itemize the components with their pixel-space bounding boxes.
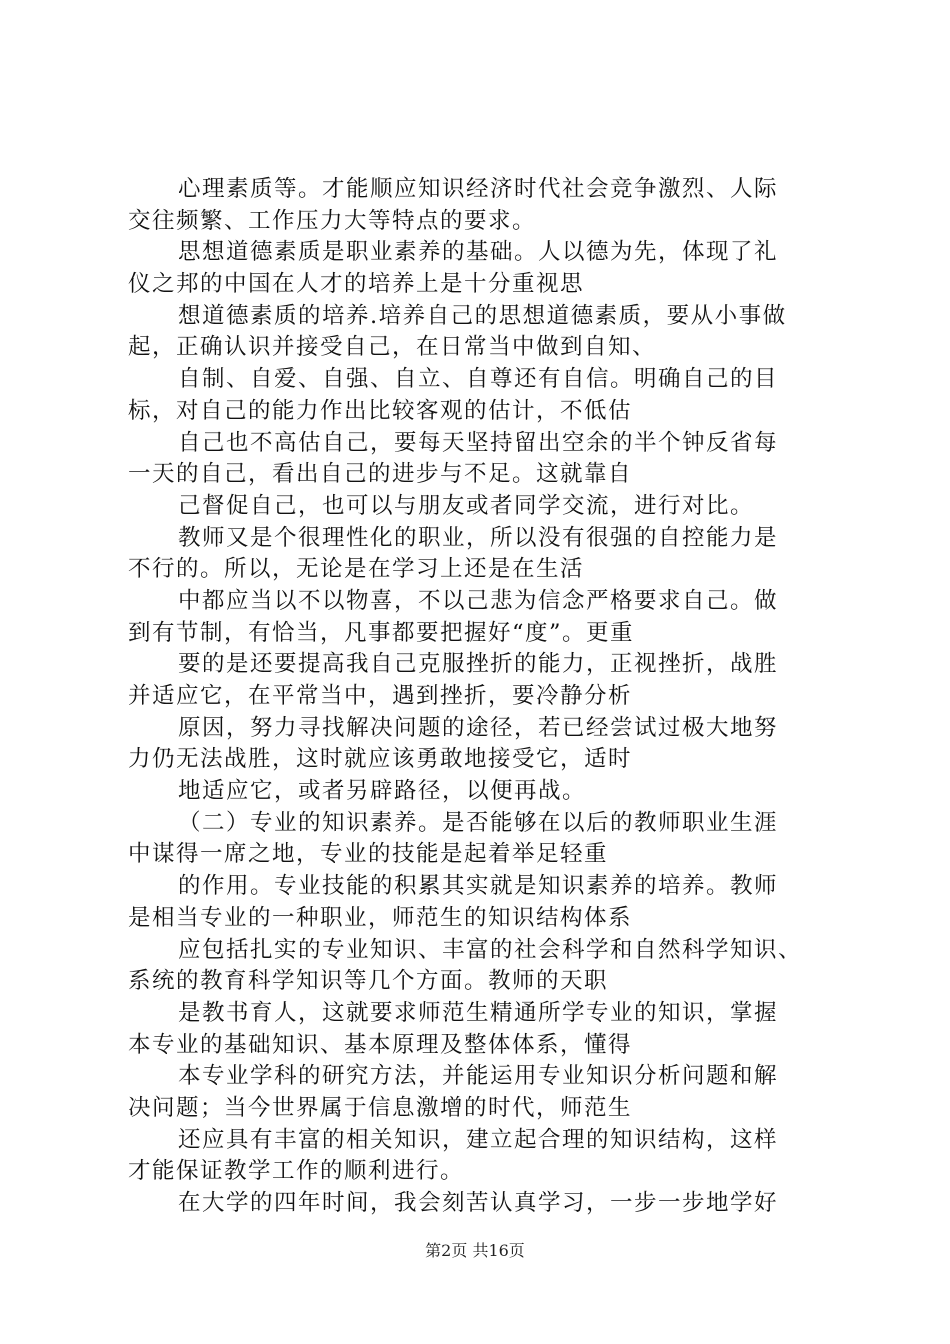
- text-line: 标，对自己的能力作出比较客观的估计，不低估: [128, 397, 633, 424]
- text-line: 系统的教育科学知识等几个方面。教师的天职: [128, 968, 609, 995]
- text-line: 决问题；当今世界属于信息激增的时代，师范生: [128, 1094, 633, 1121]
- text-line: 是相当专业的一种职业，师范生的知识结构体系: [128, 904, 633, 931]
- text-line: 是教书育人，这就要求师范生精通所学专业的知识，掌握: [178, 999, 779, 1026]
- text-line: 要的是还要提高我自己克服挫折的能力，正视挫折，战胜: [178, 651, 779, 678]
- text-line: （二）专业的知识素养。是否能够在以后的教师职业生涯: [178, 809, 779, 836]
- text-line: 中都应当以不以物喜，不以己悲为信念严格要求自己。做: [178, 587, 779, 614]
- text-line: 应包括扎实的专业知识、丰富的社会科学和自然科学知识、: [178, 936, 803, 963]
- text-line: 本专业学科的研究方法，并能运用专业知识分析问题和解: [178, 1063, 779, 1090]
- text-line: 的作用。专业技能的积累其实就是知识素养的培养。教师: [178, 873, 779, 900]
- text-line: 力仍无法战胜，这时就应该勇敢地接受它，适时: [128, 746, 633, 773]
- text-line: 起，正确认识并接受自己，在日常当中做到自知、: [128, 334, 657, 361]
- text-line: 在大学的四年时间，我会刻苦认真学习，一步一步地学好: [178, 1190, 779, 1216]
- text-line: 心理素质等。才能顺应知识经济时代社会竞争激烈、人际: [178, 176, 779, 202]
- text-line: 地适应它，或者另辟路径，以便再战。: [178, 778, 587, 805]
- text-line: 原因，努力寻找解决问题的途径，若已经尝试过极大地努: [178, 714, 779, 741]
- text-line: 思想道德素质是职业素养的基础。人以德为先，体现了礼: [178, 239, 779, 266]
- text-line: 才能保证教学工作的顺利进行。: [128, 1158, 465, 1185]
- text-line: 到有节制，有恰当，凡事都要把握好“度”。更重: [128, 619, 635, 646]
- text-line: 仪之邦的中国在人才的培养上是十分重视思: [128, 271, 585, 298]
- document-body: [128, 174, 848, 1220]
- text-line: 自制、自爱、自强、自立、自尊还有自信。明确自己的目: [178, 366, 779, 393]
- text-line: 中谋得一席之地，专业的技能是起着举足轻重: [128, 841, 609, 868]
- text-line: 一天的自己，看出自己的进步与不足。这就靠自: [128, 461, 633, 488]
- text-line: 想道德素质的培养.培养自己的思想道德素质，要从小事做: [178, 302, 787, 329]
- text-line: 己督促自己，也可以与朋友或者同学交流，进行对比。: [178, 492, 755, 519]
- text-line: 教师又是个很理性化的职业，所以没有很强的自控能力是: [178, 524, 779, 551]
- text-line: 自己也不高估自己，要每天坚持留出空余的半个钟反省每: [178, 429, 779, 456]
- text-line: 不行的。所以，无论是在学习上还是在生活: [128, 556, 585, 583]
- text-line: 并适应它，在平常当中，遇到挫折，要冷静分析: [128, 683, 633, 709]
- text-line: 还应具有丰富的相关知识，建立起合理的知识结构，这样: [178, 1126, 779, 1153]
- page-footer: 第2页 共16页: [425, 1241, 525, 1260]
- text-line: 本专业的基础知识、基本原理及整体体系，懂得: [128, 1031, 633, 1058]
- text-line: 交往频繁、工作压力大等特点的要求。: [128, 207, 537, 234]
